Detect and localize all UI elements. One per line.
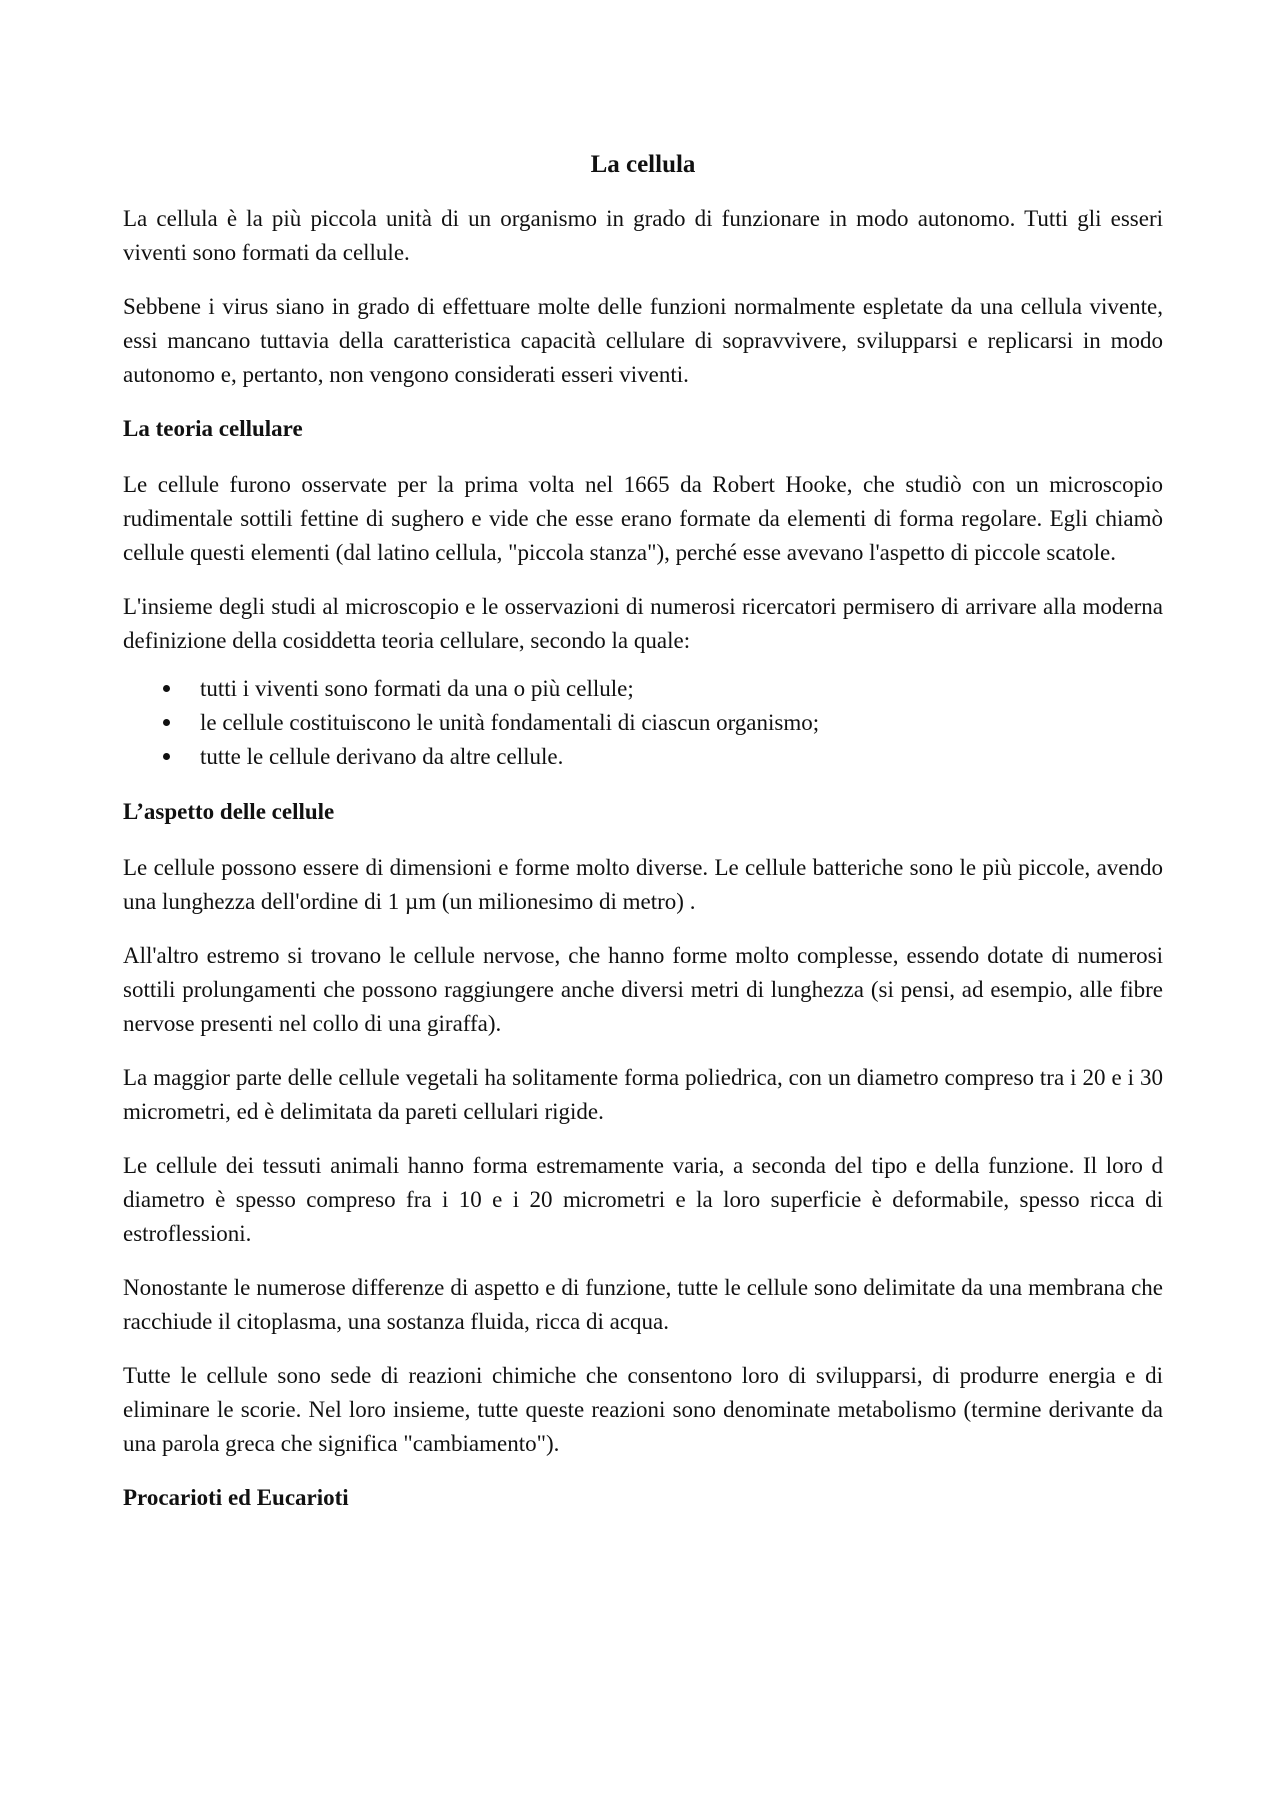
aspetto-paragraph-5: Nonostante le numerose differenze di aspetto e di funzione, tutte le cellule sono delimitate da una membrana che racchiude il citoplasma, una sostanza fluida, ricca di acqua. <box>123 1275 1163 1334</box>
aspetto-paragraph-6: Tutte le cellule sono sede di reazioni chimiche che consentono loro di svilupparsi, di produrre energia e di eliminare le scorie. Nel loro insieme, tutte queste reazioni sono denominate metabolismo (termine derivante da una parola greca che significa "cambiamento"). <box>123 1363 1163 1456</box>
section-heading-aspetto: L’aspetto delle cellule <box>123 799 335 824</box>
bullet-text: tutte le cellule derivano da altre cellule. <box>200 744 564 769</box>
bullet-icon <box>163 685 170 692</box>
aspetto-paragraph-2: All'altro estremo si trovano le cellule nervose, che hanno forme molto complesse, essendo dotate di numerosi sottili prolungamenti che possono raggiungere anche diversi metri di lunghezza (si pensi, ad esempio, alle fibre nervose presenti nel collo di una giraffa). <box>123 943 1163 1036</box>
aspetto-paragraph-4: Le cellule dei tessuti animali hanno forma estremamente varia, a seconda del tipo e della funzione. Il loro d diametro è spesso compreso fra i 10 e i 20 micrometri e la loro superficie è deformabile, spesso ricca di estroflessioni. <box>123 1153 1163 1246</box>
intro-paragraph-1: La cellula è la più piccola unità di un organismo in grado di funzionare in modo autonomo. Tutti gli esseri viventi sono formati da cellule. <box>123 206 1163 265</box>
bullet-text: le cellule costituiscono le unità fondamentali di ciascun organismo; <box>200 710 820 735</box>
section-heading-procarioti: Procarioti ed Eucarioti <box>123 1485 349 1510</box>
aspetto-paragraph-3: La maggior parte delle cellule vegetali ha solitamente forma poliedrica, con un diametro compreso tra i 20 e i 30 micrometri, ed è delimitata da pareti cellulari rigide. <box>123 1065 1163 1124</box>
bullet-text: tutti i viventi sono formati da una o più cellule; <box>200 676 634 701</box>
teoria-bullet-list <box>123 672 1163 774</box>
bullet-item <box>123 740 1163 774</box>
bullet-icon <box>163 753 170 760</box>
document-title: La cellula <box>590 151 696 178</box>
aspetto-paragraph-1: Le cellule possono essere di dimensioni e forme molto diverse. Le cellule batteriche sono le più piccole, avendo una lunghezza dell'ordine di 1 µm (un milionesimo di metro) . <box>123 855 1163 914</box>
teoria-paragraph-2: L'insieme degli studi al microscopio e le osservazioni di numerosi ricercatori permisero di arrivare alla moderna definizione della cosiddetta teoria cellulare, secondo la quale: <box>123 594 1163 653</box>
teoria-paragraph-1: Le cellule furono osservate per la prima volta nel 1665 da Robert Hooke, che studiò con un microscopio rudimentale sottili fettine di sughero e vide che esse erano formate da elementi di forma regolare. Egli chiamò cellule questi elementi (dal latino cellula, "piccola stanza"), perché esse avevano l'aspetto di piccole scatole. <box>123 472 1163 565</box>
bullet-item <box>123 672 1163 706</box>
intro-paragraph-2: Sebbene i virus siano in grado di effettuare molte delle funzioni normalmente espletate da una cellula vivente, essi mancano tuttavia della caratteristica capacità cellulare di sopravvivere, svilupparsi e replicarsi in modo autonomo e, pertanto, non vengono considerati esseri viventi. <box>123 294 1163 387</box>
bullet-item <box>123 706 1163 740</box>
document-page <box>123 148 1163 1537</box>
section-heading-teoria: La teoria cellulare <box>123 416 303 441</box>
bullet-icon <box>163 719 170 726</box>
